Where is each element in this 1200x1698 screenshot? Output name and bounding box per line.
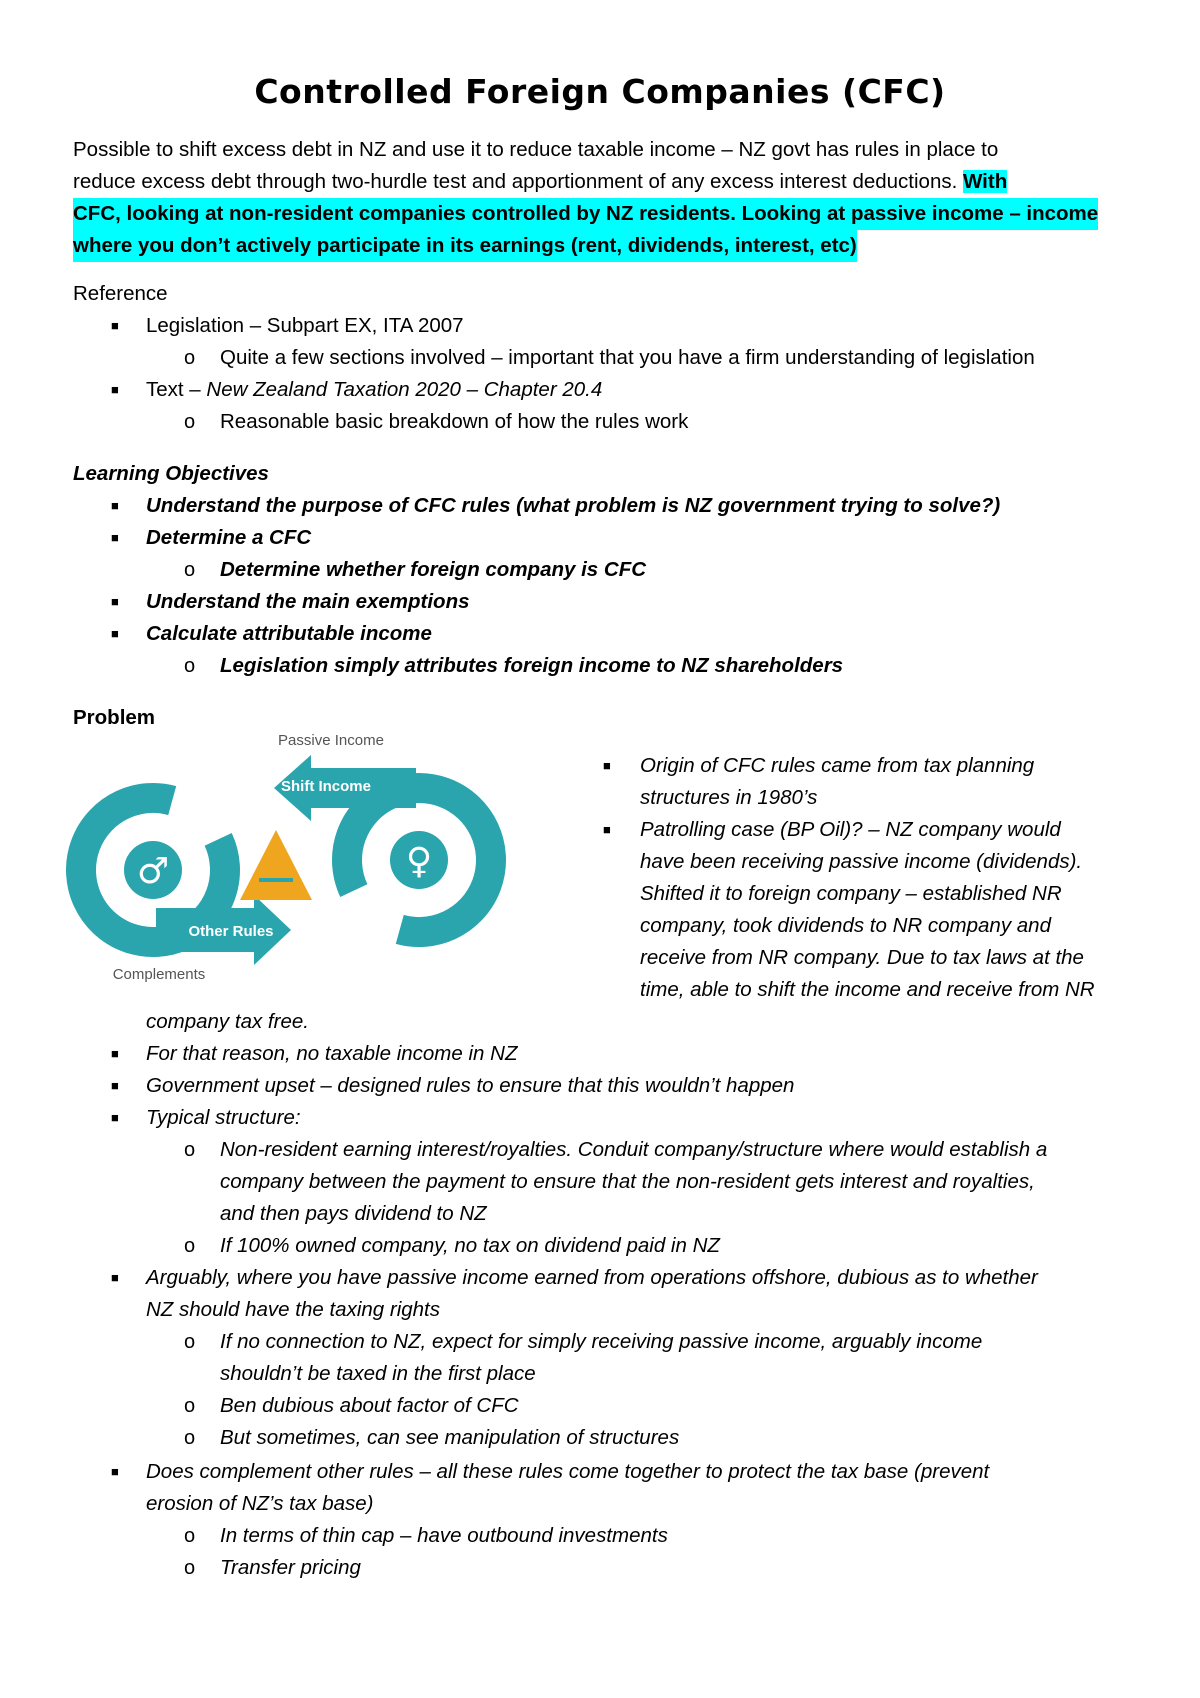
bullet-icon: ■: [111, 1046, 119, 1061]
problem-point-5-sub-2: Transfer pricing: [220, 1556, 361, 1579]
problem-point-4-sub-1a: If no connection to NZ, expect for simply receiving passive income, arguably income: [220, 1330, 983, 1353]
problem-continuation: company tax free.: [146, 1010, 309, 1033]
objectives-heading: Learning Objectives: [73, 462, 269, 485]
complements-label: Complements: [112, 966, 206, 983]
reference-heading: Reference: [73, 282, 168, 305]
circle-bullet-icon: o: [184, 1139, 196, 1161]
problem-point-4-sub-2: Ben dubious about factor of CFC: [220, 1394, 519, 1417]
intro-line-1: Possible to shift excess debt in NZ and use it to reduce taxable income – NZ govt has rules in place to: [73, 138, 999, 161]
problem-point-1: For that reason, no taxable income in NZ: [146, 1042, 518, 1065]
center-triangle: [240, 830, 312, 900]
bullet-icon: ■: [603, 758, 611, 773]
problem-point-3-sub-1a: Non-resident earning interest/royalties. Conduit company/structure where would establish a: [220, 1138, 1048, 1161]
bullet-icon: ■: [111, 530, 119, 545]
circle-bullet-icon: o: [184, 1427, 196, 1449]
intro-highlight-line-3: CFC, looking at non-resident companies controlled by NZ residents. Looking at passive income – income: [73, 198, 1098, 230]
objective-1: Understand the purpose of CFC rules (what problem is NZ government trying to solve?): [146, 494, 1001, 517]
objective-2: Determine a CFC: [146, 526, 312, 549]
problem-point-3: Typical structure:: [146, 1106, 301, 1129]
objective-2-sub: Determine whether foreign company is CFC: [220, 558, 647, 581]
shift-income-arrow: [274, 732, 416, 821]
problem-right-6: company, took dividends to NR company and: [640, 914, 1051, 937]
problem-point-4-sub-1b: shouldn’t be taxed in the first place: [220, 1362, 536, 1385]
male-symbol-icon: ♂: [136, 851, 170, 892]
bullet-icon: ■: [111, 318, 119, 333]
reference-legislation-sub: Quite a few sections involved – important that you have a firm understanding of legislation: [220, 346, 1035, 369]
problem-point-2: Government upset – designed rules to ensure that this wouldn’t happen: [146, 1074, 795, 1097]
circle-bullet-icon: o: [184, 1395, 196, 1417]
minus-icon: [259, 878, 293, 882]
problem-point-3-sub-1c: and then pays dividend to NZ: [220, 1202, 487, 1225]
problem-point-4a: Arguably, where you have passive income earned from operations offshore, dubious as to whether: [146, 1266, 1038, 1289]
problem-right-7: receive from NR company. Due to tax laws at the: [640, 946, 1084, 969]
reference-text-label: Text –: [146, 378, 207, 401]
cfc-diagram: [66, 730, 526, 995]
bullet-icon: ■: [111, 626, 119, 641]
problem-point-3-sub-2: If 100% owned company, no tax on dividend paid in NZ: [220, 1234, 720, 1257]
reference-legislation: Legislation – Subpart EX, ITA 2007: [146, 314, 464, 337]
objective-3: Understand the main exemptions: [146, 590, 470, 613]
problem-point-4-sub-3: But sometimes, can see manipulation of structures: [220, 1426, 680, 1449]
intro-highlight-start: With: [963, 170, 1008, 193]
bullet-icon: ■: [111, 1078, 119, 1093]
problem-right-4: have been receiving passive income (dividends).: [640, 850, 1083, 873]
problem-right-5: Shifted it to foreign company – established NR: [640, 882, 1062, 905]
problem-right-8: time, able to shift the income and receive from NR: [640, 978, 1095, 1001]
circle-bullet-icon: o: [184, 347, 196, 369]
circle-bullet-icon: o: [184, 1557, 196, 1579]
bullet-icon: ■: [111, 1270, 119, 1285]
problem-right-3: Patrolling case (BP Oil)? – NZ company would: [640, 818, 1061, 841]
bullet-icon: ■: [111, 1464, 119, 1479]
bullet-icon: ■: [111, 382, 119, 397]
circle-bullet-icon: o: [184, 411, 196, 433]
problem-point-5a: Does complement other rules – all these rules come together to protect the tax base (prevent: [146, 1460, 990, 1483]
problem-heading: Problem: [73, 706, 156, 729]
problem-point-5-sub-1: In terms of thin cap – have outbound investments: [220, 1524, 668, 1547]
circle-bullet-icon: o: [184, 655, 196, 677]
passive-income-label: Passive Income: [278, 732, 384, 749]
warning-triangle-icon: [240, 830, 312, 900]
problem-point-3-sub-1b: company between the payment to ensure that the non-resident gets interest and royalties,: [220, 1170, 1035, 1193]
objective-4-sub: Legislation simply attributes foreign income to NZ shareholders: [220, 654, 844, 677]
reference-text-title: New Zealand Taxation 2020 – Chapter 20.4: [206, 378, 603, 401]
intro-line-2-plain: reduce excess debt through two-hurdle test and apportionment of any excess interest deductions.: [73, 170, 963, 193]
bullet-icon: ■: [111, 594, 119, 609]
reference-text-sub: Reasonable basic breakdown of how the rules work: [220, 410, 689, 433]
reference-text: [146, 374, 602, 406]
intro-highlight-line-4: where you don’t actively participate in its earnings (rent, dividends, interest, etc): [73, 230, 857, 262]
objective-4: Calculate attributable income: [146, 622, 432, 645]
other-rules-label: Other Rules: [188, 923, 274, 940]
circle-bullet-icon: o: [184, 1235, 196, 1257]
problem-point-5b: erosion of NZ’s tax base): [146, 1492, 374, 1515]
problem-right-1: Origin of CFC rules came from tax planning: [640, 754, 1035, 777]
bullet-icon: ■: [603, 822, 611, 837]
circle-bullet-icon: o: [184, 1525, 196, 1547]
page-title: Controlled Foreign Companies (CFC): [254, 72, 946, 111]
circle-bullet-icon: o: [184, 1331, 196, 1353]
bullet-icon: ■: [111, 1110, 119, 1125]
bullet-icon: ■: [111, 498, 119, 513]
problem-point-4b: NZ should have the taxing rights: [146, 1298, 440, 1321]
circle-bullet-icon: o: [184, 559, 196, 581]
female-symbol-icon: ♀: [405, 841, 433, 882]
intro-line-2: [73, 166, 1007, 198]
shift-income-label: Shift Income: [280, 778, 372, 795]
problem-right-2: structures in 1980’s: [640, 786, 818, 809]
